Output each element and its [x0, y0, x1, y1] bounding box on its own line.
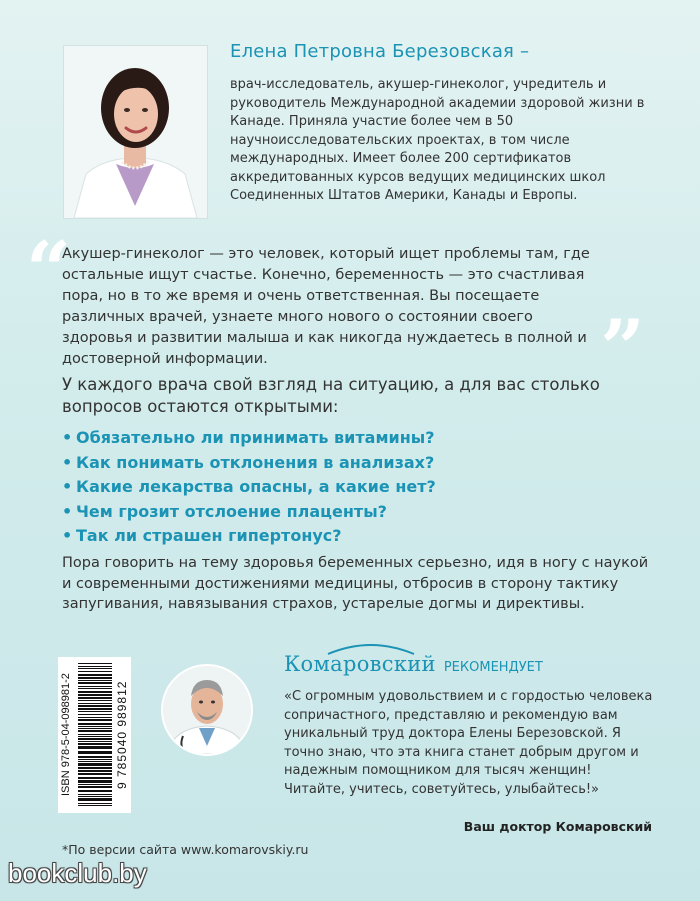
author-bio: врач-исследователь, акушер-гинеколог, учредитель и руководитель Международной академии здоровой жизни в Канаде. Приняла участие более чем в 50 научноисследовательских проектах, в том числе международных. Имеет более 200 сертификатов аккредитованных курсов ведущих медицинских школ Соединенных Штатов Америки, Канады и Европы. — [230, 77, 645, 203]
barcode-bar — [78, 717, 112, 718]
question-text: Так ли страшен гипертонус? — [76, 526, 342, 545]
barcode-bar — [78, 805, 112, 806]
barcode-bar — [78, 714, 112, 715]
barcode-bar — [78, 730, 112, 732]
bullet-icon: • — [62, 452, 73, 472]
barcode-bar — [78, 705, 112, 707]
barcode-bar — [78, 773, 112, 775]
brand-recommends: РЕКОМЕНДУЕТ — [443, 660, 543, 675]
barcode-bar — [78, 723, 112, 725]
barcode-bar — [78, 697, 112, 699]
isbn-label: ISBN 978-5-04-098981-2 — [60, 673, 72, 797]
barcode-bar — [78, 803, 112, 804]
closing-text: Пора говорить на тему здоровья беременных серьезно, идя в ногу с наукой и современными достижениями медицины, отбросив в сторону тактику запугивания, навязывания страхов, устарелые догмы и директивы. — [62, 555, 649, 612]
barcode-bar — [78, 751, 112, 754]
quote-text: Акушер-гинеколог — это человек, который ищет проблемы там, где остальные ищут счастье. Конечно, беременность — это счастливая пора, но в то же время и очень ответственная. Вы посещаете различных врачей, узнаете много нового о состоянии своего здоровья и развитии малыша и как никогда нуждаетесь в полной и достоверной информации. — [62, 246, 590, 367]
barcode-bar — [78, 736, 112, 737]
signature: Ваш доктор Комаровский — [463, 819, 652, 834]
barcode-bar — [78, 671, 112, 672]
barcode-digits: 9 785040 989812 — [115, 680, 129, 790]
barcode-bar — [78, 677, 112, 679]
question-item — [62, 451, 662, 476]
barcode-bar — [78, 786, 112, 788]
author-name: Елена Петровна Березовская – — [230, 41, 530, 62]
barcode-bar — [78, 663, 112, 664]
watermark: bookclub.by — [8, 858, 147, 888]
barcode-bar — [78, 666, 112, 667]
barcode-bar — [78, 680, 112, 681]
barcode-bar — [78, 719, 112, 721]
question-item — [62, 475, 662, 500]
barcode-bar — [78, 694, 112, 696]
barcode-bar — [78, 682, 112, 684]
barcode-bar — [78, 734, 112, 735]
bullet-icon: • — [62, 501, 73, 521]
barcode-bar — [78, 763, 112, 766]
questions-list — [62, 426, 662, 549]
barcode-bar — [78, 777, 112, 779]
barcode-bar — [78, 688, 112, 689]
barcode-bar — [78, 743, 112, 745]
barcode-bar — [78, 728, 112, 729]
close-quote-icon: ” — [600, 303, 645, 394]
barcode-bar — [78, 746, 112, 749]
barcode-bar — [78, 668, 112, 669]
bullet-icon: • — [62, 477, 73, 496]
barcode-bar — [78, 790, 112, 792]
barcode-bar — [78, 767, 112, 769]
barcode-bar — [78, 741, 112, 742]
question-text: Чем грозит отслоение плаценты? — [76, 501, 387, 521]
question-item — [62, 426, 662, 451]
intro-text: У каждого врача свой взгляд на ситуацию, а для вас столько вопросов остаются открытыми: — [62, 375, 600, 416]
question-text: Как понимать отклонения в анализах? — [76, 452, 435, 472]
barcode-bar — [78, 708, 112, 710]
barcode-bar — [78, 686, 112, 687]
question-text: Обязательно ли принимать витамины? — [76, 428, 435, 447]
author-photo — [63, 45, 208, 219]
barcode-bar — [78, 691, 112, 693]
recommendation-text: «С огромным удовольствием и с гордостью человека сопричастного, представляю и рекомендую вам уникальный труд доктора Елены Березовской. Я точно знаю, что эта книга станет добрым другом и надежным помощником для тысяч женщин! Читайте, учитесь, советуйтесь, улыбайтесь!» — [284, 689, 653, 797]
question-item — [62, 500, 662, 525]
brand-logo — [284, 652, 543, 676]
barcode-bar — [78, 798, 112, 801]
open-quote-icon: “ — [26, 225, 71, 316]
barcode-bar — [78, 761, 112, 762]
barcode-bar — [78, 711, 112, 712]
barcode-bar — [78, 780, 112, 783]
barcode-bar — [78, 726, 112, 727]
barcode-bar — [78, 738, 112, 740]
barcode-bar — [78, 770, 112, 772]
barcode-bar — [78, 796, 112, 797]
question-item — [62, 524, 662, 549]
barcode-bar — [78, 703, 112, 704]
bullet-icon: • — [62, 428, 73, 447]
komarovsky-photo — [161, 664, 253, 756]
barcode-bar — [78, 674, 112, 676]
brand-name: Комаровский — [284, 652, 436, 676]
barcode-bar — [78, 700, 112, 701]
barcode-bar — [78, 794, 112, 795]
question-text: Какие лекарства опасны, а какие нет? — [76, 477, 436, 496]
bullet-icon: • — [62, 526, 73, 545]
barcode-bar — [78, 756, 112, 758]
barcode-bar — [78, 784, 112, 785]
barcode-bar — [78, 759, 112, 760]
footnote: *По версии сайта www.komarovskiy.ru — [62, 842, 309, 857]
